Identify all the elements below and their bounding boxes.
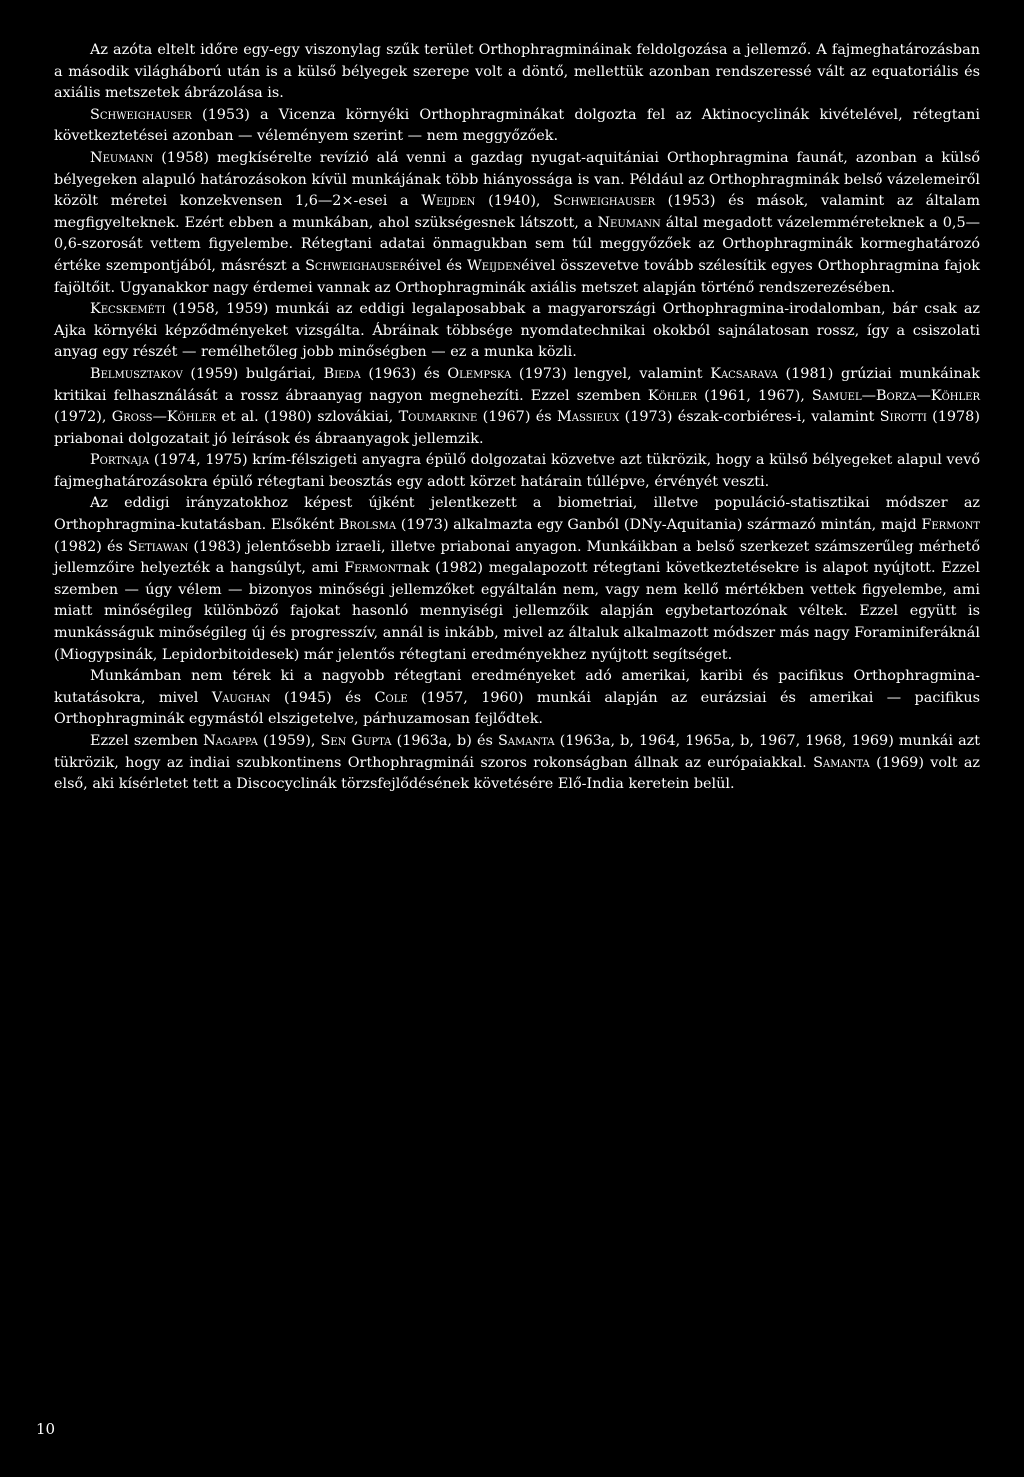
text-run: (1981) grúziai munkáinak kritikai felhasználását a rossz ábraanyag nagyon megnehezíti. Ezzel szemben [54, 365, 981, 404]
text-run: (1978) priabonai dolgozatait jó leírások és ábraanyagok jellemzik. [54, 409, 980, 447]
paragraph [54, 450, 980, 493]
author-name: Gross—Köhler [111, 409, 217, 426]
author-name: Cole [374, 689, 408, 706]
text-run: (1973) lengyel, valamint [511, 365, 711, 382]
text-run: nak (1982) megalapozott rétegtani következtetésekre is alapot nyújtott. Ezzel szemben — úgy vélem — bizonyos minőségi jellemzőket egyáltalán nem, vagy nem kellő mértékben vettek figyelembe, ami miatt minőségileg különböző fajokat hasonló mennyiségi jellemzőik alapján egybetartozónak véltek. Ezzel együtt is munkásságuk minőségileg új és progresszív, annál is inkább, mivel az általuk alkalmazott módszer más nagy Foraminiferáknál (Miogypsinák, Lepidorbitoidesek) már jelentős rétegtani eredményekhez nyújtott segítséget. [54, 560, 981, 663]
text-run: (1957, 1960) munkái alapján az eurázsiai és amerikai — pacifikus Orthophragminák egymástól elszigetelve, párhuzamosan fejlődtek. [54, 689, 980, 728]
text-run: Az azóta eltelt időre egy-egy viszonylag szűk terület Orthophragmináinak feldolgozása a jellemző. A fajmeghatározásban a második világháború után is a külső bélyegek szerepe volt a döntő, mellettük azonban rendszeressé vált az equatoriális és axiális metszetek ábrázolása is. [54, 42, 980, 102]
text-run: (1958) megkísérelte revízió alá venni a gazdag nyugat-aquitániai Orthophragmina faunát, azonban a külső bélyegeken alapuló határozásokon kívül munkájának több hiányossága is van. Például az Orthophragminák belső vázelemeiről közölt méretei konzekvensen 1,6—2×-esei a [54, 149, 980, 210]
author-name: Massieux [557, 409, 620, 426]
text-run: (1972), [54, 409, 112, 426]
author-name: Weijden [421, 193, 476, 210]
paragraph [54, 493, 980, 666]
text-run: (1945) és [270, 689, 375, 706]
author-name: Sirotti [879, 409, 927, 426]
author-name: Kacsarava [710, 365, 778, 382]
text-run: Ezzel szemben [90, 733, 204, 749]
author-name: Samuel—Borza—Köhler [811, 387, 980, 404]
paragraph [54, 364, 980, 450]
author-name: Samanta [813, 754, 870, 771]
text-run: éivel és [406, 257, 467, 274]
text-run: (1953) a Vicenza környéki Orthophragminákat dolgozta fel az Aktinocyclinák kivételével, rétegtani következtetései azonban — véleményem szerint — nem meggyőzőek. [54, 106, 980, 145]
author-name: Fermont [921, 517, 980, 534]
text-run: (1958, 1959) munkái az eddigi legalaposabbak a magyarországi Orthophragmina-irodalomban, bár csak az Ajka környéki képződményeket vizsgálta. Ábráinak többsége nyomdatechnikai okokból sajnálatosan rossz, így a csiszolati anyag egy részét — remélhetőleg jobb minőségben — ez a munka közli. [54, 301, 980, 361]
author-name: Schweighauser [305, 257, 407, 274]
author-name: Setiawan [127, 538, 189, 555]
author-name: Kecskeméti [90, 301, 166, 318]
author-name: Sen Gupta [320, 733, 392, 749]
text-run: (1963a, b) és [391, 733, 498, 749]
author-name: Schweighauser [90, 106, 192, 123]
page-number: 10 [36, 1420, 56, 1438]
text-run: által megadott vázelemméreteknek a 0,5—0,6-szorosát vettem figyelembe. Rétegtani adatai önmagukban sem túl meggyőzőek az Orthophragminák kormeghatározó értéke szempontjából, másrészt a [54, 214, 980, 274]
paragraph [54, 148, 980, 299]
author-name: Vaughan [211, 689, 271, 706]
text-run: (1959) bulgáriai, [182, 365, 324, 382]
text-run: (1963) és [360, 365, 448, 382]
paragraph [54, 731, 980, 796]
author-name: Fermont [344, 560, 403, 577]
text-run: (1940), [475, 193, 554, 210]
text-run: Az eddigi irányzatokhoz képest újként jelentkezett a biometriai, illetve populáció-statisztikai módszer az Orthophragmina-kutatásban. Elsőként [54, 495, 980, 534]
text-run: éivel összevetve tovább szélesítik egyes Orthophragmina fajok fajöltőit. Ugyanakkor nagy érdemei vannak az Orthophragminák axiális metszet alapján történő rendszerezésében. [54, 257, 981, 296]
paragraph [54, 299, 980, 364]
author-name: Nagappa [203, 733, 258, 749]
text-run: et al. (1980) szlovákiai, [216, 409, 399, 426]
author-name: Toumarkine [398, 409, 478, 426]
author-name: Samanta [497, 733, 555, 749]
text-run: (1959), [257, 733, 321, 749]
text-run: (1963a, b, 1964, 1965a, b, 1967, 1968, 1969) munkái azt tükrözik, hogy az indiai szubkontinens Orthophragminái szoros rokonságban állnak az európaiakkal. [54, 733, 981, 771]
text-run: (1974, 1975) krím-félszigeti anyagra épülő dolgozatai közvetve azt tükrözik, hogy a külső bélyegeket alapul vevő fajmeghatározásokra épülő rétegtani beosztás egy adott körzet határain túllépve, érvényét veszti. [54, 452, 980, 490]
text-run: Munkámban nem térek ki a nagyobb rétegtani eredményeket adó amerikai, karibi és pacifikus Orthophragmina-kutatásokra, mivel [54, 668, 980, 706]
text-run: (1973) észak-corbiéres-i, valamint [619, 409, 880, 426]
author-name: Belmusztakov [90, 365, 183, 382]
author-name: Köhler [647, 387, 698, 404]
author-name: Weijden [467, 257, 522, 274]
text-run: (1967) és [477, 409, 557, 426]
author-name: Bieda [323, 365, 361, 382]
body-text [54, 40, 980, 796]
text-run: (1953) és mások, valamint az általam megfigyelteknek. Ezért ebben a munkában, ahol szükségesnek látszott, a [54, 193, 980, 231]
text-run: (1983) jelentősebb izraeli, illetve priabonai anyagon. Munkáikban a belső szerkezet számszerűleg mérhető jellemzőire helyezték a hangsúlyt, ami [54, 538, 980, 577]
paragraph [54, 105, 980, 148]
text-run: (1982) és [54, 538, 128, 555]
paragraph [54, 666, 980, 731]
author-name: Neumann [90, 149, 154, 166]
text-run: (1973) alkalmazta egy Ganból (DNy-Aquitania) származó mintán, majd [396, 517, 922, 534]
text-run: (1969) volt az első, aki kísérletet tett a Discocyclinák törzsfejlődésének követésére Elő-India keretein belül. [54, 754, 980, 793]
author-name: Brolsma [338, 517, 397, 534]
author-name: Schweighauser [553, 193, 655, 210]
text-run: (1961, 1967), [697, 387, 812, 404]
author-name: Olempska [447, 365, 512, 382]
author-name: Portnaja [90, 452, 150, 469]
paragraph [54, 40, 980, 105]
author-name: Neumann [597, 214, 661, 231]
